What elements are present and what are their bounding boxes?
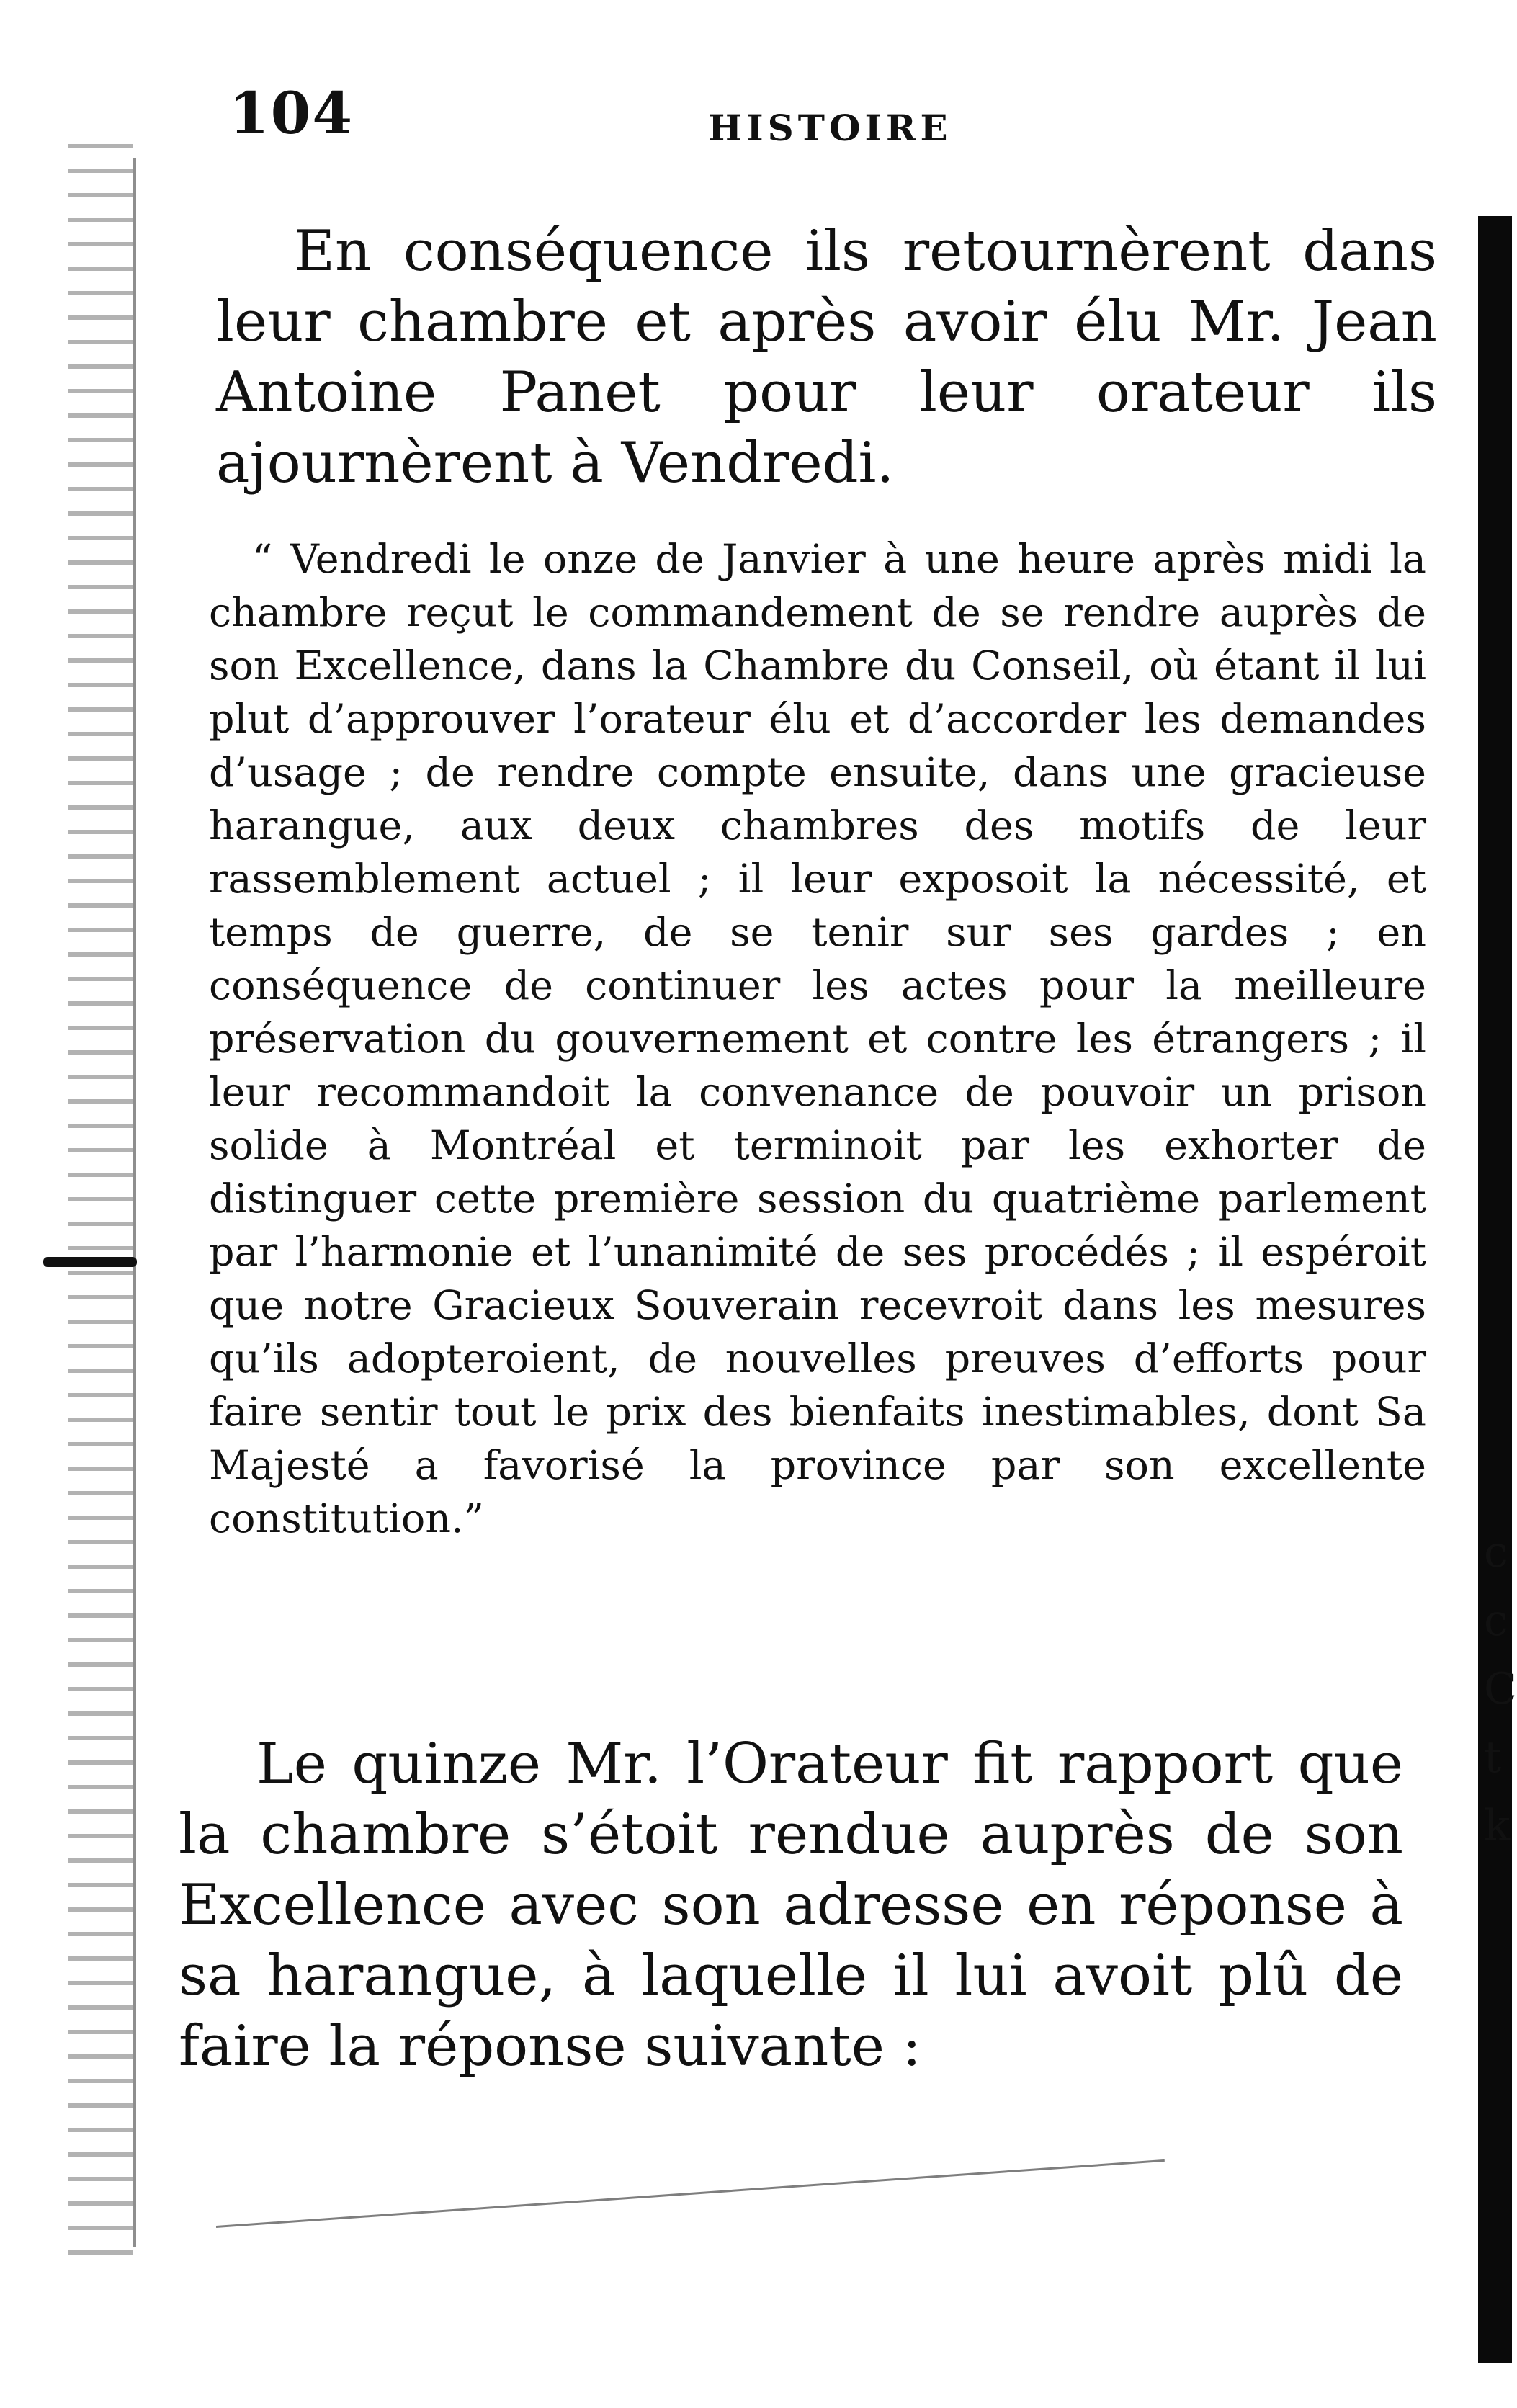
facing-page-edge [1478,216,1512,2363]
margin-mark [43,1257,137,1267]
scan-margin-noise [68,144,133,2269]
scan-margin-line [133,158,136,2247]
paragraph-2-quotation: “ Vendredi le onze de Janvier à une heure après midi la chambre reçut le commandement de se rendre auprès de son Excellence, dans la Chambre du Conseil, où étant il lui plut d’approuver l’orateur élu et d’accorder les demandes d’usage ; de rendre compte ensuite, dans une gracieuse harangue, aux deux chambres des motifs de leur rassemblement actuel ; il leur exposoit la nécessité, et temps de guerre, de se tenir sur ses gardes ; en conséquence de continuer les actes pour la meilleure préservation du gouvernement et contre les étrangers ; il leur recommandoit la convenance de pouvoir un prison solide à Montréal et terminoit par les exhorter de distinguer cette première session du quatrième parlement par l’harmonie et l’unanimité de ses procédés ; il espéroit que notre Gracieux Souverain recevroit dans les mesures qu’ils adopteroient, de nouvelles preuves d’efforts pour faire sentir tout le prix des bienfaits inestimables, dont Sa Majesté a favorisé la province par son excellente constitution.” [209,536,1426,1542]
paragraph-3: Le quinze Mr. l’Orateur fit rapport que la chambre s’étoit rendue auprès de son Excellence avec son adresse en réponse à sa harangue, à laquelle il lui avoit plû de faire la réponse suivante : [179,1732,1403,2079]
facing-page-fragment: C [1484,1664,1517,1714]
page-number: 104 [229,79,354,147]
facing-page-fragment: k [1484,1801,1511,1851]
facing-page-fragment: t [1484,1732,1502,1783]
facing-page-fragment: c [1484,1595,1508,1646]
page-header [229,79,993,158]
paragraph-1: En conséquence ils retournèrent dans leur chambre et après avoir élu Mr. Jean Antoine Panet pour leur orateur ils ajournèrent à Vendredi. [216,219,1437,496]
facing-page-fragment: c [1484,1527,1508,1577]
running-head: HISTOIRE [708,107,952,149]
scan-bottom-stroke [216,2159,1165,2228]
